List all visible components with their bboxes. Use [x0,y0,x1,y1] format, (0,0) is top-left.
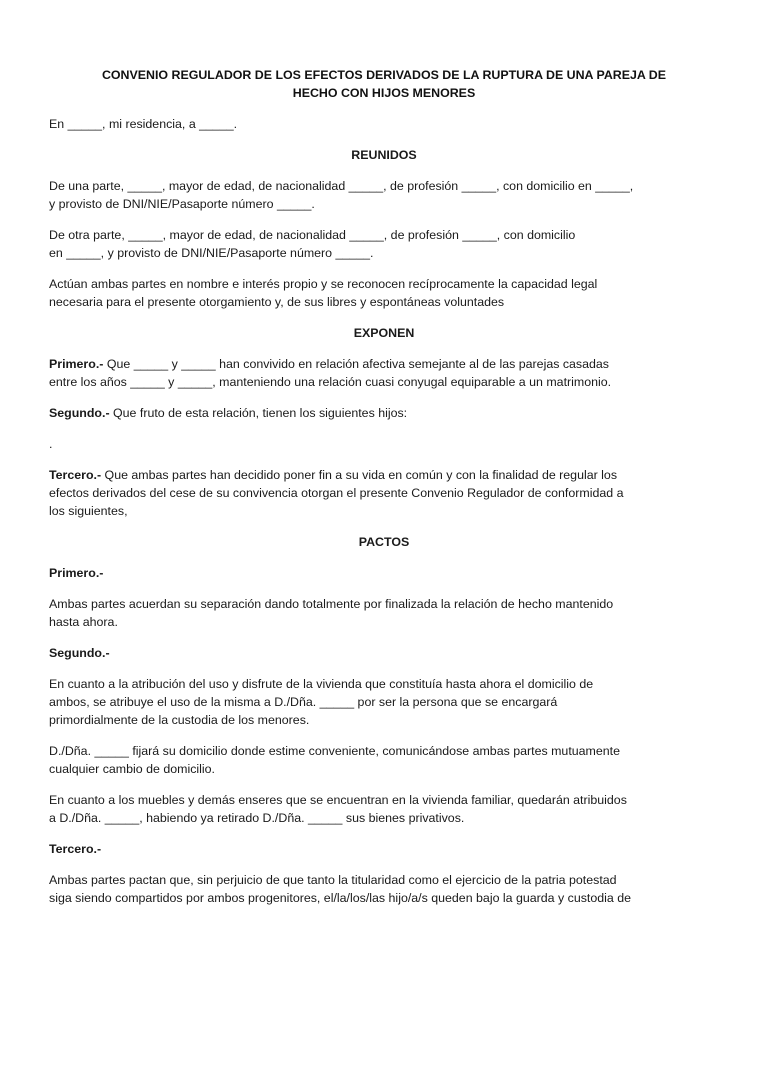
exponen-paragraph-3 [49,466,719,520]
exponen-2-text: Que fruto de esta relación, tienen los siguientes hijos: [109,406,408,420]
reunidos-paragraph-3: Actúan ambas partes en nombre e interés propio y se reconocen recíprocamente la capacidad legal necesaria para el presente otorgamiento y, de sus libres y espontáneas voluntades [49,277,598,309]
exponen-3-text: Que ambas partes han decidido poner fin a su vida en común y con la finalidad de regular los efectos derivados del cese de su convivencia otorgan el presente Convenio Regulador de conformidad a los siguientes, [49,468,624,518]
pacto-3-heading: Tercero.- [49,842,102,856]
place-line: En _____, mi residencia, a _____. [49,117,238,131]
pacto-2-heading: Segundo.- [49,646,110,660]
pacto-1-paragraph-1: Ambas partes acuerdan su separación dando totalmente por finalizada la relación de hecho mantenido hasta ahora. [49,597,614,629]
document-page [49,66,719,920]
pactos-heading: PACTOS [358,535,410,549]
document-title [49,66,719,102]
pacto-3-paragraph-1: Ambas partes pactan que, sin perjuicio de que tanto la titularidad como el ejercicio de la patria potestad siga siendo compartidos por ambos progenitores, el/la/los/las hijo/a/s queden bajo la guarda y custodia de [49,873,632,905]
pacto-2-paragraph-3: En cuanto a los muebles y demás enseres que se encuentran en la vivienda familiar, quedarán atribuidos a D./Dña. _____, habiendo ya retirado D./Dña. _____ sus bienes privativos. [49,793,627,825]
pacto-2-paragraph-2: D./Dña. _____ fijará su domicilio donde estime conveniente, comunicándose ambas partes mutuamente cualquier cambio de domicilio. [49,744,620,776]
exponen-paragraph-2 [49,404,719,422]
exponen-1-text: Que _____ y _____ han convivido en relación afectiva semejante al de las parejas casadas entre los años _____ y _____, manteniendo una relación cuasi conyugal equiparable a un matrimonio. [49,357,612,389]
title-line-1: CONVENIO REGULADOR DE LOS EFECTOS DERIVADOS DE LA RUPTURA DE UNA PAREJA DE [101,68,667,82]
exponen-1-lead: Primero.- [49,357,104,371]
exponen-2-lead: Segundo.- [49,406,110,420]
exponen-3-lead: Tercero.- [49,468,102,482]
pacto-1-heading: Primero.- [49,566,104,580]
children-list: . [49,437,53,451]
reunidos-paragraph-1: De una parte, _____, mayor de edad, de nacionalidad _____, de profesión _____, con domicilio en _____, y provisto de DNI/NIE/Pasaporte número _____. [49,179,634,211]
reunidos-heading: REUNIDOS [351,148,417,162]
reunidos-paragraph-2: De otra parte, _____, mayor de edad, de nacionalidad _____, de profesión _____, con domicilio en _____, y provisto de DNI/NIE/Pasaporte número _____. [49,228,576,260]
exponen-paragraph-1 [49,355,719,391]
title-line-2: HECHO CON HIJOS MENORES [292,86,476,100]
pacto-2-paragraph-1: En cuanto a la atribución del uso y disfrute de la vivienda que constituía hasta ahora el domicilio de ambos, se atribuye el uso de la misma a D./Dña. _____ por ser la persona que se encargará primordialmente de la custodia de los menores. [49,677,594,727]
exponen-heading: EXPONEN [353,326,415,340]
